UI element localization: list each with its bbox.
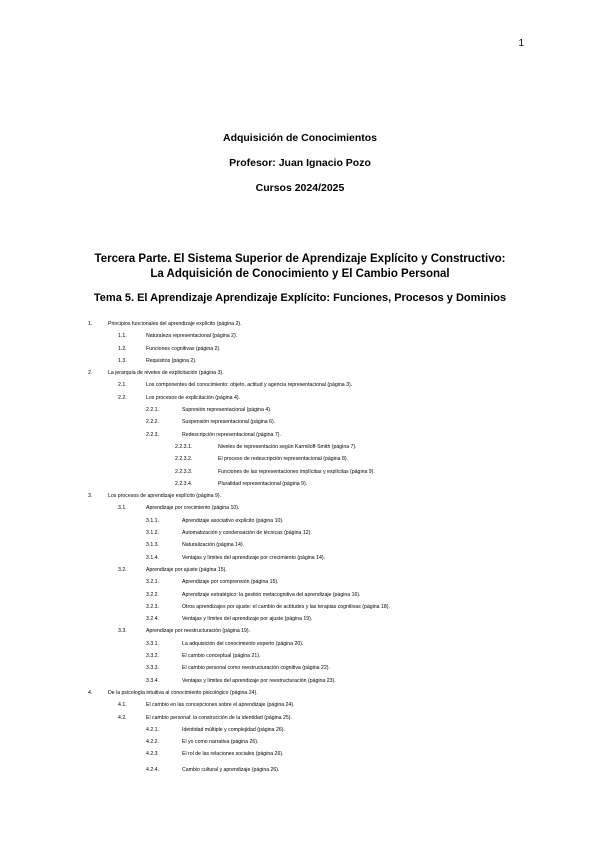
document-header: [0, 131, 600, 206]
toc-entry-text: Ventajas y límites del aprendizaje por reestructuración (página 23).: [182, 677, 336, 684]
toc-entry-number: 4.: [88, 689, 93, 696]
toc-entry-text: El cambio personal: la construcción de la identidad (página 25).: [146, 714, 292, 721]
toc-entry-number: 4.2.3.: [146, 751, 159, 758]
part-title-line-1: Tercera Parte. El Sistema Superior de Aprendizaje Explícito y Constructivo:: [94, 253, 506, 265]
toc-entry-number: 2.2.3.2.: [175, 456, 193, 463]
toc-entry-text: El rol de las relaciones sociales (página 26).: [182, 751, 284, 758]
toc-entry-text: Automatización y condensación de técnicas (página 12).: [182, 530, 312, 537]
toc-entry-number: 3.3.: [118, 628, 127, 635]
toc-entry-number: 1.3.: [118, 357, 127, 364]
toc-entry: [0, 552, 600, 564]
toc-entry-text: Requisitos (página 2).: [146, 357, 197, 364]
toc-entry-number: 2.: [88, 370, 93, 377]
toc-entry: [0, 564, 600, 576]
toc-entry-text: Pluralidad representacional (página 9).: [218, 480, 308, 487]
part-title-line-2: La Adquisición de Conocimiento y El Cambio Personal: [150, 268, 450, 280]
toc-entry-number: 2.2.3.1.: [175, 443, 193, 450]
toc-entry-text: La adquisición del conocimiento experto (página 20).: [182, 640, 304, 647]
toc-entry-text: Aprendizaje asociativo explícito (página 10).: [182, 517, 284, 524]
toc-entry-number: 3.1.4.: [146, 554, 159, 561]
toc-entry: [0, 601, 600, 613]
toc-entry: [0, 748, 600, 760]
toc-entry-text: Los componentes del conocimiento: objeto, actitud y agencia representacional (página 3).: [146, 382, 353, 389]
toc-entry-text: Aprendizaje por comprensión (página 15).: [182, 579, 279, 586]
part-title: [0, 252, 600, 282]
toc-entry-number: 3.3.4.: [146, 677, 159, 684]
toc-entry: [0, 392, 600, 404]
toc-entry: [0, 699, 600, 711]
toc-entry: [0, 404, 600, 416]
table-of-contents: [0, 318, 600, 776]
toc-entry: [0, 687, 600, 699]
toc-entry-text: El cambio personal como reestructuración cognitiva (página 22).: [182, 665, 330, 672]
toc-entry-number: 3.2.4.: [146, 616, 159, 623]
toc-entry: [0, 318, 600, 330]
toc-entry-text: Ventajas y límites del aprendizaje por crecimiento (página 14).: [182, 554, 326, 561]
toc-entry: [0, 478, 600, 490]
toc-entry-text: Los procesos de explicitación (página 4).: [146, 394, 241, 401]
toc-entry-number: 3.3.3.: [146, 665, 159, 672]
toc-entry-number: 3.1.3.: [146, 542, 159, 549]
toc-entry-text: El cambio conceptual (página 21).: [182, 653, 261, 660]
toc-entry-number: 4.1.: [118, 702, 127, 709]
toc-entry: [0, 589, 600, 601]
toc-entry: [0, 613, 600, 625]
toc-entry: [0, 638, 600, 650]
toc-entry: [0, 625, 600, 637]
toc-entry-text: El yo como narrativa (página 26).: [182, 739, 259, 746]
toc-entry-text: Niveles de representación según Karmiloff-Smith (página 7).: [218, 443, 357, 450]
toc-entry: [0, 490, 600, 502]
toc-entry-text: Ventajas y límites del aprendizaje por ajuste (página 19).: [182, 616, 313, 623]
toc-entry-text: Identidad múltiple y complejidad (página 26).: [182, 726, 285, 733]
toc-entry: [0, 466, 600, 478]
toc-entry-text: Otros aprendizajes por ajuste: el cambio de actitudes y las terapias cognitivas (página 18).: [182, 603, 390, 610]
toc-entry-number: 2.2.1.: [146, 407, 159, 414]
toc-entry-number: 3.2.3.: [146, 603, 159, 610]
toc-entry-text: Naturaleza representacional (página 2).: [146, 333, 238, 340]
toc-entry-text: De la psicología intuitiva al conocimiento psicológico (página 24).: [108, 689, 258, 696]
toc-entry-text: Aprendizaje por reestructuración (página 19).: [146, 628, 251, 635]
course-year: Cursos 2024/2025: [255, 182, 345, 194]
toc-entry: [0, 576, 600, 588]
toc-entry-number: 4.2.1.: [146, 726, 159, 733]
toc-entry: [0, 675, 600, 687]
toc-entry: [0, 539, 600, 551]
toc-entry-text: Redescripción representacional (página 7).: [182, 431, 281, 438]
toc-entry: [0, 764, 600, 776]
toc-entry-text: Suspensión representacional (página 6).: [182, 419, 276, 426]
toc-entry-number: 2.2.3.: [146, 431, 159, 438]
toc-entry-number: 3.3.2.: [146, 653, 159, 660]
toc-entry: [0, 379, 600, 391]
toc-entry-number: 2.2.3.4.: [175, 480, 193, 487]
toc-entry: [0, 441, 600, 453]
toc-entry-number: 3.1.1.: [146, 517, 159, 524]
toc-entry-number: 3.1.2.: [146, 530, 159, 537]
toc-entry: [0, 453, 600, 465]
toc-entry-number: 3.3.1.: [146, 640, 159, 647]
toc-entry: [0, 662, 600, 674]
toc-entry: [0, 712, 600, 724]
toc-entry-number: 3.2.2.: [146, 591, 159, 598]
toc-entry-text: Funciones de las representaciones implícitas y explícitas (página 9).: [218, 468, 375, 475]
professor-name: Profesor: Juan Ignacio Pozo: [229, 157, 371, 169]
page-number: 1: [518, 38, 524, 49]
toc-entry-text: Aprendizaje por crecimiento (página 10).: [146, 505, 240, 512]
toc-entry-text: Aprendizaje estratégico: la gestión metacognitiva del aprendizaje (página 16).: [182, 591, 361, 598]
toc-entry-number: 2.2.3.3.: [175, 468, 193, 475]
toc-entry: [0, 416, 600, 428]
toc-entry-number: 3.: [88, 493, 93, 500]
toc-entry-text: Principios funcionales del aprendizaje explícito (página 2).: [108, 321, 242, 327]
toc-entry-text: La jerarquía de niveles de explicitación (página 3).: [108, 370, 224, 377]
toc-entry-number: 3.2.: [118, 566, 127, 573]
toc-entry: [0, 355, 600, 367]
toc-entry-number: 1.: [88, 321, 93, 327]
toc-entry-text: El cambio en las concepciones sobre el aprendizaje (página 24).: [146, 702, 295, 709]
toc-entry-number: 2.2.2.: [146, 419, 159, 426]
toc-entry: [0, 367, 600, 379]
toc-entry-number: 2.2.: [118, 394, 127, 401]
toc-entry: [0, 724, 600, 736]
toc-entry: [0, 330, 600, 342]
toc-entry: [0, 343, 600, 355]
toc-entry-text: Funciones cognitivas (página 2).: [146, 345, 221, 352]
toc-entry: [0, 527, 600, 539]
toc-entry-number: 1.2.: [118, 345, 127, 352]
toc-entry: [0, 650, 600, 662]
toc-entry-number: 4.2.4.: [146, 766, 159, 773]
toc-entry: [0, 736, 600, 748]
toc-entry-number: 3.1.: [118, 505, 127, 512]
course-title: Adquisición de Conocimientos: [222, 132, 377, 144]
toc-entry-number: 3.2.1.: [146, 579, 159, 586]
toc-entry-number: 2.1.: [118, 382, 127, 389]
toc-entry-number: 4.2.2.: [146, 739, 159, 746]
tema-title: Tema 5. El Aprendizaje Aprendizaje Explícito: Funciones, Procesos y Dominios: [93, 292, 507, 304]
toc-entry-number: 4.2.: [118, 714, 127, 721]
toc-entry-text: Supresión representacional (página 4).: [182, 407, 272, 414]
toc-entry-text: Aprendizaje por ajuste (página 15).: [146, 566, 227, 573]
toc-entry: [0, 515, 600, 527]
toc-entry-number: 1.1.: [118, 333, 127, 340]
toc-entry-text: Cambio cultural y aprendizaje (página 26).: [182, 766, 280, 773]
toc-entry-text: El proceso de redescripción representacional (página 8).: [218, 456, 349, 463]
toc-entry: [0, 429, 600, 441]
toc-entry-text: Los procesos de aprendizaje explícito (página 9).: [108, 493, 222, 500]
toc-entry-text: Naturalización (página 14).: [182, 542, 244, 549]
toc-entry: [0, 502, 600, 514]
